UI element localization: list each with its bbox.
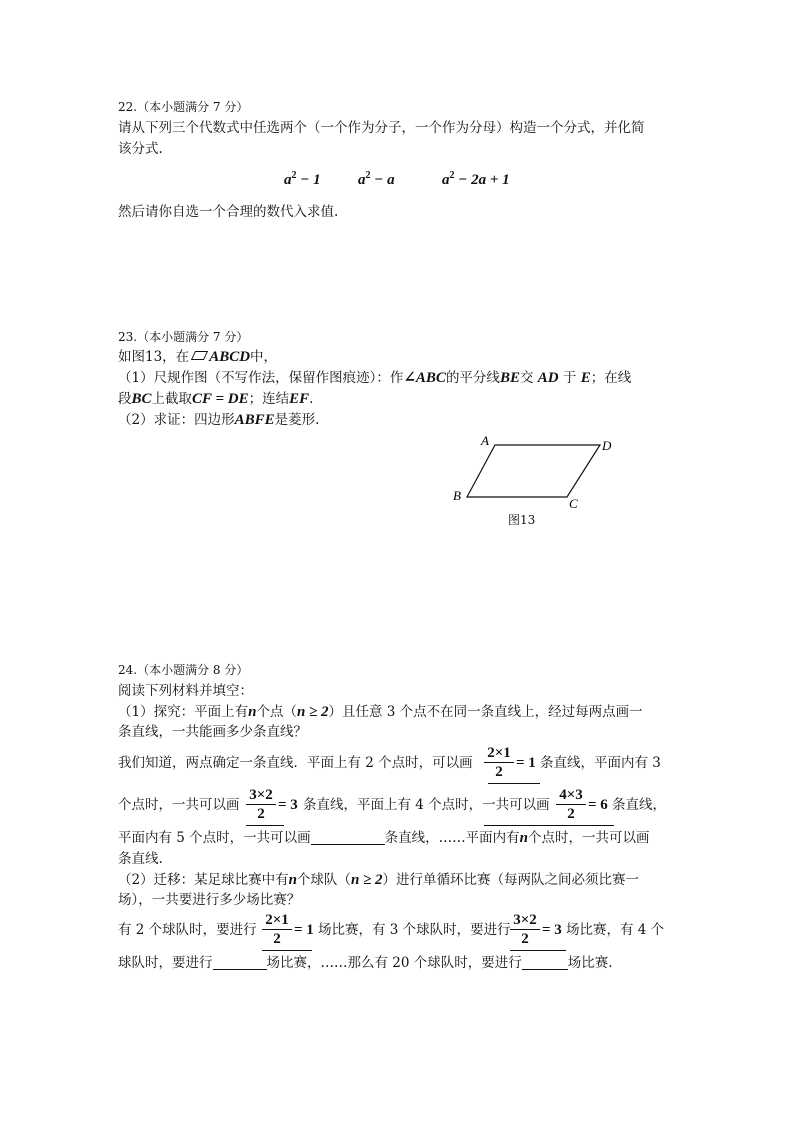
q24-explore-line2: 条直线，一共能画多少条直线？ bbox=[118, 724, 307, 740]
fraction-2x1-over-2: $\frac{2\times 1}{2}$ bbox=[484, 744, 514, 781]
q24-t1-text-c: 场比赛，有 4 个 bbox=[566, 922, 665, 938]
q24-header: 24.（本小题满分 8 分） bbox=[118, 663, 249, 677]
q24-transfer-line2: 场），一共要进行多少场比赛？ bbox=[118, 892, 301, 908]
underline-3 bbox=[484, 825, 614, 826]
underline-1 bbox=[488, 783, 540, 784]
q24-transfer-line1: （2）迁移：某足球比赛中有n个球队（n ≥ 2）进行单循环比赛（每两队之间必须比赛一 bbox=[118, 872, 640, 888]
vertex-label-c: C bbox=[569, 496, 578, 511]
fraction-4x3-over-2: $\frac{4\times 3}{2}$ bbox=[556, 786, 586, 823]
expr-a2-minus-1: $a^2 - 1$ bbox=[284, 170, 321, 188]
q22-text-line2: 该分式. bbox=[118, 141, 163, 157]
underline-5 bbox=[510, 950, 566, 951]
expr-a2-minus-2a-plus-1: $a^2 - 2a + 1$ bbox=[442, 170, 510, 188]
q24-r2-text-a: 个点时，一共可以画 bbox=[118, 797, 240, 813]
q23-part1-line1: （1）尺规作图（不写作法，保留作图痕迹）：作∠ABC的平分线BE交 AD 于 E；在线 bbox=[118, 370, 632, 386]
q22-text-line1: 请从下列三个代数式中任选两个（一个作为分子，一个作为分母）构造一个分式，并化简 bbox=[118, 120, 645, 136]
fraction-team-result-3: = 3 bbox=[542, 922, 562, 938]
q24-t2-text: 球队时，要进行 场比赛，……那么有 20 个球队时，要进行 场比赛. bbox=[118, 955, 613, 971]
parallelogram-icon bbox=[191, 351, 208, 360]
q24-r2-text-b: 条直线，平面上有 4 个点时，一共可以画 bbox=[303, 797, 550, 813]
vertex-label-b: B bbox=[453, 488, 461, 503]
q22-header: 22.（本小题满分 7 分） bbox=[118, 100, 249, 114]
underline-4 bbox=[262, 950, 312, 951]
q24-r3-text: 平面内有 5 个点时，一共可以画 条直线，……平面内有n个点时，一共可以画 bbox=[118, 830, 650, 846]
q24-t1-text-b: 场比赛，有 3 个球队时，要进行 bbox=[318, 922, 511, 938]
q24-intro: 阅读下列材料并填空： bbox=[118, 683, 253, 699]
q23-intro: 如图13，在 ABCD中， bbox=[118, 349, 278, 365]
q24-r2-text-c: 条直线， bbox=[612, 797, 666, 813]
q24-r4-text: 条直线. bbox=[118, 851, 163, 867]
figure-caption: 图13 bbox=[508, 513, 536, 527]
q23-part1-line2: 段BC上截取CF = DE；连结EF. bbox=[118, 391, 314, 407]
q24-explore-line1: （1）探究：平面上有n个点（n ≥ 2）且任意 3 个点不在同一条直线上，经过每两点画一 bbox=[118, 704, 643, 720]
fraction-team-result-1: = 1 bbox=[294, 922, 314, 938]
q23-part2: （2）求证：四边形ABFE是菱形. bbox=[118, 412, 320, 428]
answer-blank-20-teams[interactable] bbox=[522, 955, 568, 970]
fraction-3x2-over-2: $\frac{3\times 2}{2}$ bbox=[246, 786, 276, 823]
underline-2 bbox=[246, 825, 284, 826]
fraction-result-3: = 3 bbox=[278, 797, 298, 813]
fraction-team-3x2-over-2: $\frac{3\times 2}{2}$ bbox=[510, 911, 540, 948]
vertex-label-d: D bbox=[602, 438, 612, 453]
vertex-label-a: A bbox=[481, 433, 489, 448]
fraction-result-6: = 6 bbox=[588, 797, 608, 813]
expr-a2-minus-a: $a^2 - a$ bbox=[358, 170, 395, 188]
parallelogram-abcd bbox=[467, 445, 600, 497]
q24-t1-text-a: 有 2 个球队时，要进行 bbox=[118, 922, 257, 938]
answer-blank-4-teams[interactable] bbox=[213, 955, 267, 970]
q23-header: 23.（本小题满分 7 分） bbox=[118, 330, 249, 344]
q24-r1-text-b: 条直线，平面内有 3 bbox=[540, 755, 661, 771]
fraction-team-2x1-over-2: $\frac{2\times 1}{2}$ bbox=[262, 911, 292, 948]
q22-expressions bbox=[0, 170, 794, 194]
fraction-result-1: = 1 bbox=[516, 755, 536, 771]
answer-blank-5-points[interactable] bbox=[311, 830, 385, 845]
q22-text-line3: 然后请你自选一个合理的数代入求值. bbox=[118, 204, 339, 220]
q24-r1-text-a: 我们知道，两点确定一条直线．平面上有 2 个点时，可以画 bbox=[118, 755, 473, 771]
